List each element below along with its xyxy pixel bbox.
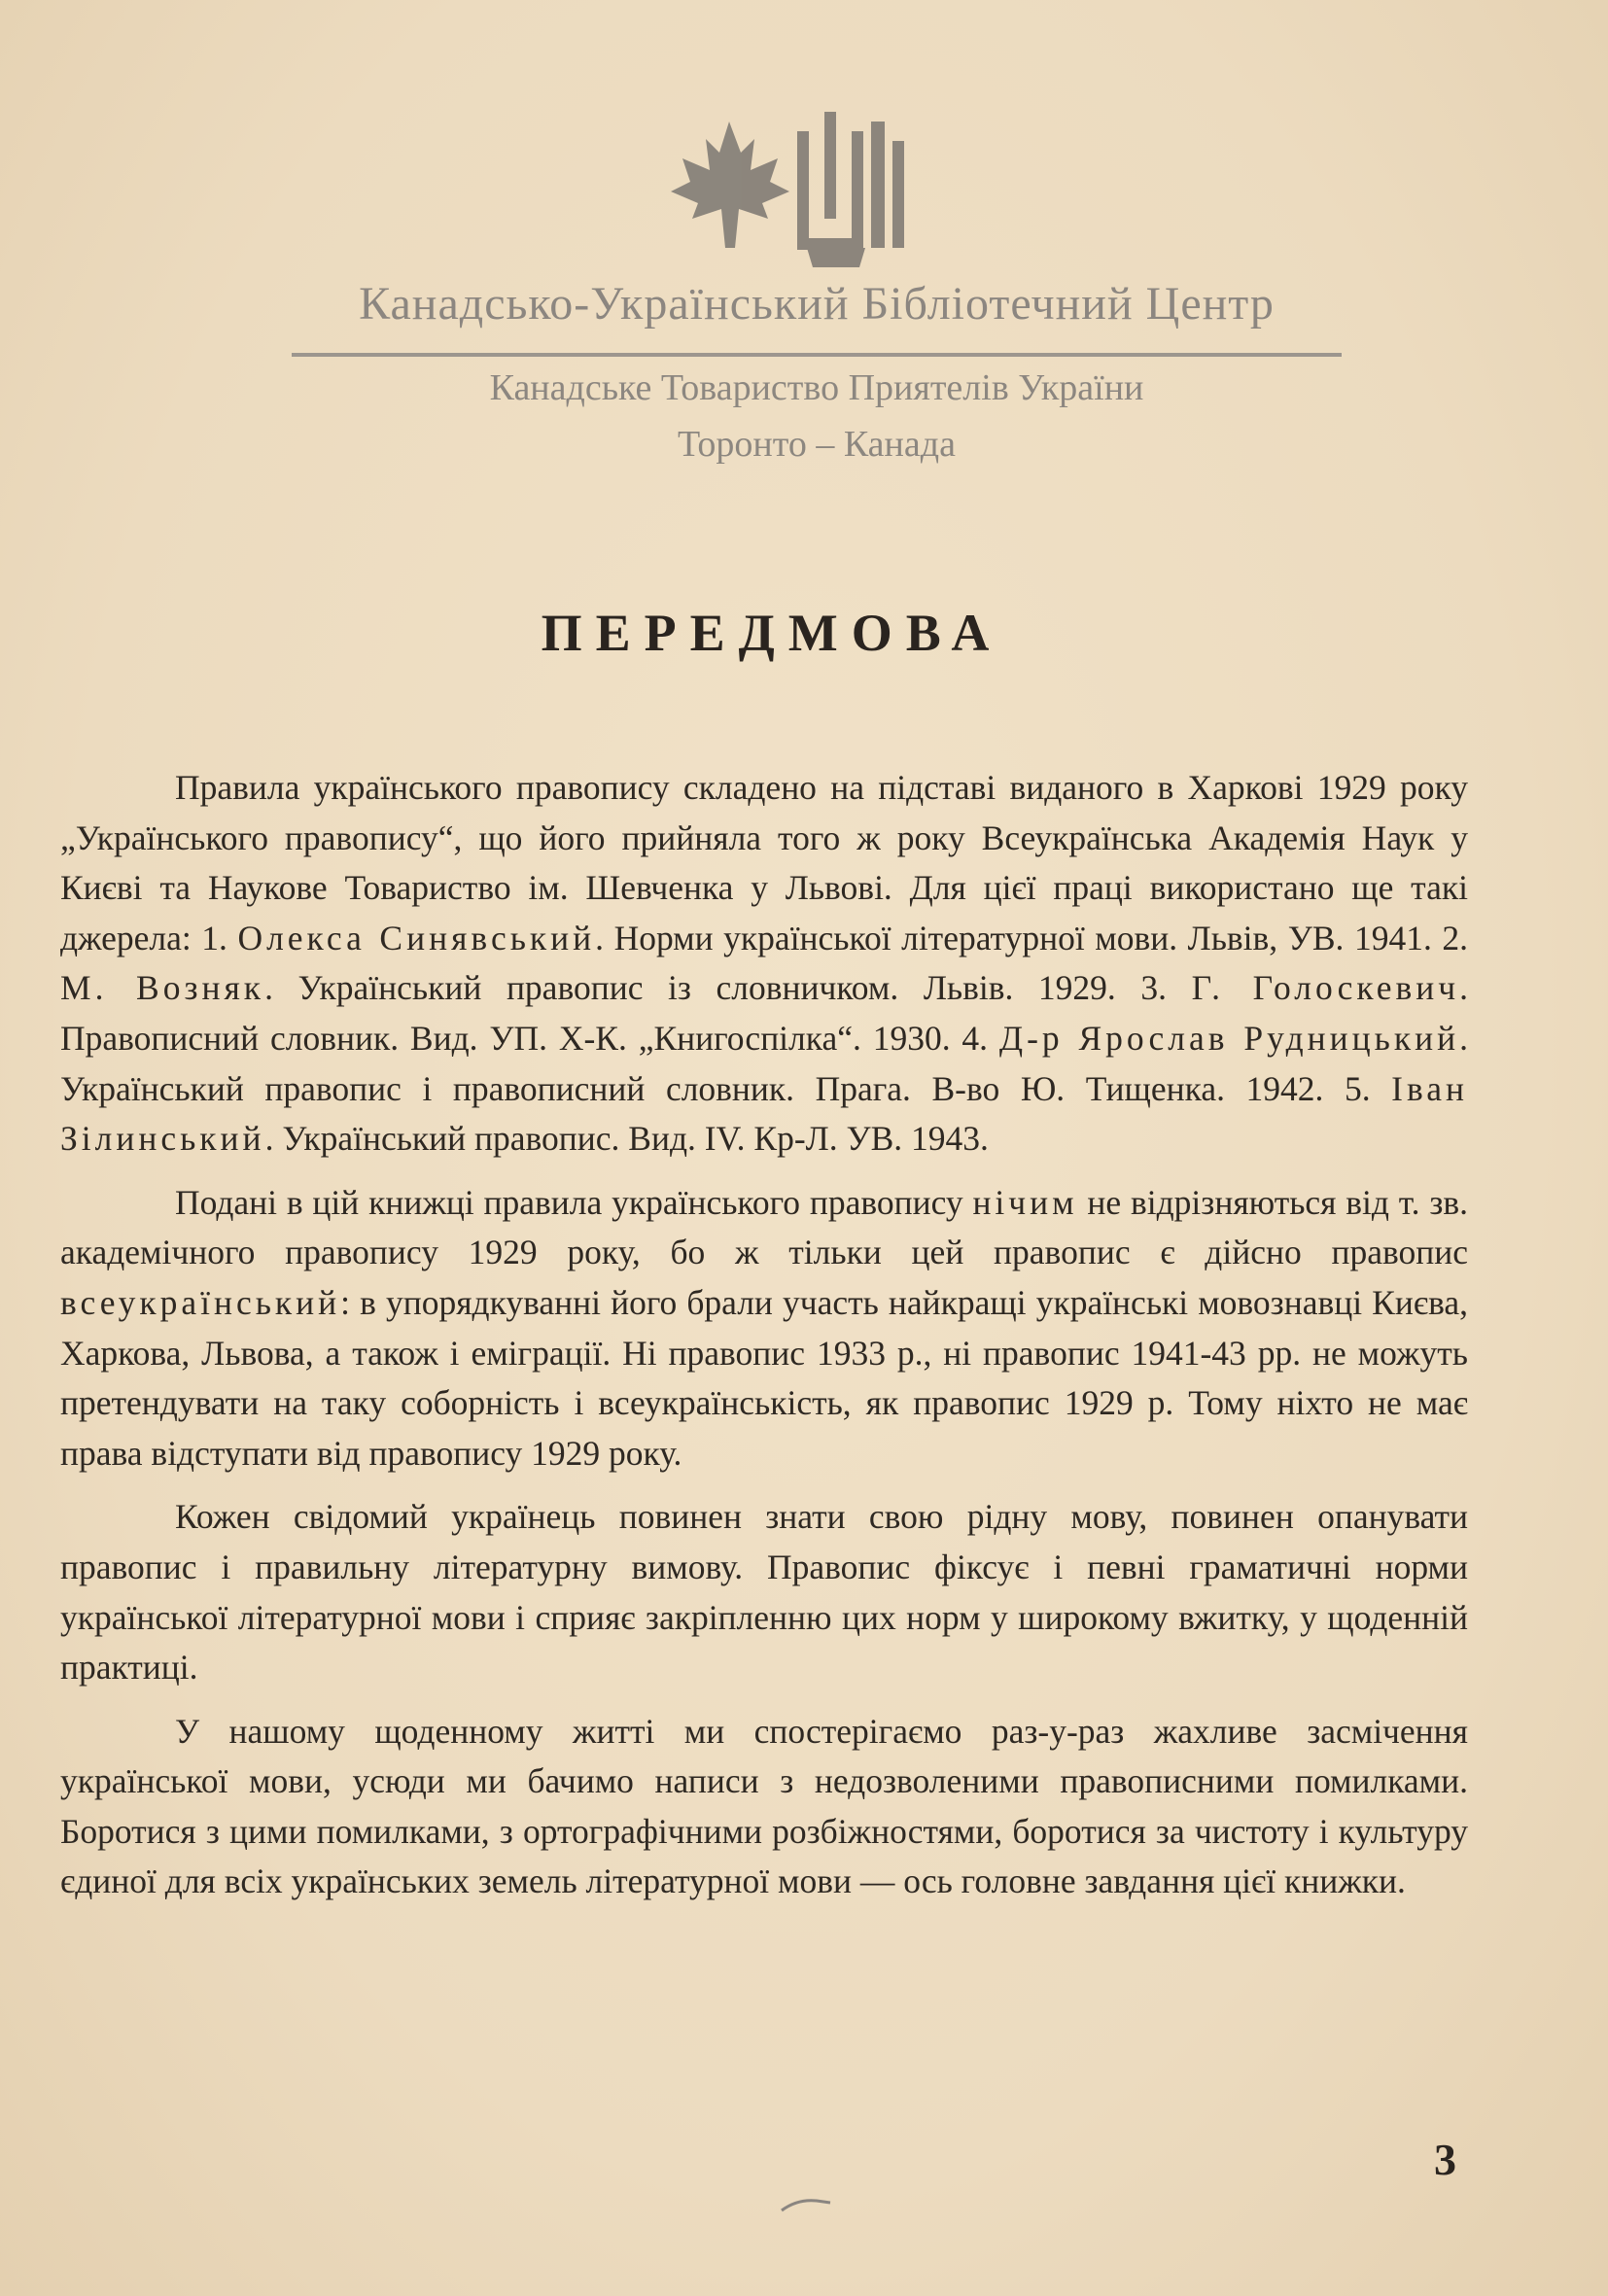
text-run: : в упорядкуванні його брали участь найкращі українські мовознавці Києва, Харкова, Львова, а також і еміграції. Ні правопис 1933 р., ні правопис 1941-43 рр. не можуть претендувати на таку соборність і всеукраїнськість, як правопис 1929 р. Тому ніхто не має права відступати від правопису 1929 року. <box>60 1282 1468 1473</box>
text-run: . Український правопис і правописний словник. Прага. В-во Ю. Тищенка. 1942. 5. <box>60 1018 1468 1108</box>
paragraph-2 <box>60 1178 1468 1479</box>
text-run: не відрізняються від т. зв. академічного правопису 1929 року, бо ж тільки цей правопис є дійсно правопис <box>60 1182 1468 1272</box>
page-title: ПЕРЕДМОВА <box>541 604 1003 662</box>
author-name: Іван Зілинський <box>60 1068 1468 1159</box>
text-run: Правила українського правопису складено на підставі виданого в Харкові 1929 року „Українського правопису“, що його прийняла того ж року Всеукраїнська Академія Наук у Києві та Наукове Товариство ім. Шевченка у Львові. Для цієї праці використано ще такі джерела: 1. <box>60 768 1468 957</box>
paragraph-4: У нашому щоденному житті ми спостерігаємо раз-у-раз жахливе засмічення української мови, усюди ми бачимо написи з недозволеними правописними помилками. Боротися з цими помилками, з ортографічними розбіжностями, боротися за чистоту і культуру єдиної для всіх українських земель літературної мови — ось головне завдання цієї книжки. <box>60 1711 1468 1901</box>
stamp-line-society: Канадське Товариство Приятелів України <box>489 367 1144 408</box>
author-name: М. Возняк <box>60 968 265 1008</box>
text-run: . Український правопис із словничком. Львів. 1929. 3. <box>264 968 1192 1008</box>
text-run: . Норми української літературної мови. Львів, УВ. 1941. 2. <box>595 918 1468 957</box>
text-run: . Український правопис. Вид. IV. Кр-Л. УВ. 1943. <box>264 1119 989 1159</box>
ink-mark <box>778 2195 836 2214</box>
text-run: . Правописний словник. Вид. УП. Х-К. „Книгоспілка“. 1930. 4. <box>60 968 1469 1058</box>
emphasized-word: всеукраїнський <box>60 1282 341 1322</box>
author-name: Олекса Синявський <box>237 918 596 957</box>
stamp-line-center-name: Канадсько-Український Бібліотечний Центр <box>359 278 1275 330</box>
stamp-divider <box>292 353 1342 357</box>
stamp-line-location: Торонто – Канада <box>678 424 956 465</box>
author-name: Д-р Ярослав Рудницький <box>998 1018 1460 1058</box>
author-name: Г. Голоскевич <box>1191 968 1460 1008</box>
emphasized-word: нічим <box>972 1182 1078 1222</box>
text-run: Подані в цій книжці правила українського правопису <box>175 1182 973 1222</box>
paragraph-3: Кожен свідомий українець повинен знати свою рідну мову, повинен опанувати правопис і правильну літературну вимову. Правопис фіксує і певні граматичні норми української літературної мови і сприяє закріпленню цих норм у широкому вжитку, у щоденній практиці. <box>60 1497 1468 1687</box>
maple-leaf-trident-emblem <box>661 102 953 277</box>
library-stamp <box>272 102 1361 491</box>
page-number: 3 <box>1434 2135 1456 2184</box>
preface-body <box>60 763 1468 1921</box>
paragraph-1 <box>60 763 1468 1165</box>
